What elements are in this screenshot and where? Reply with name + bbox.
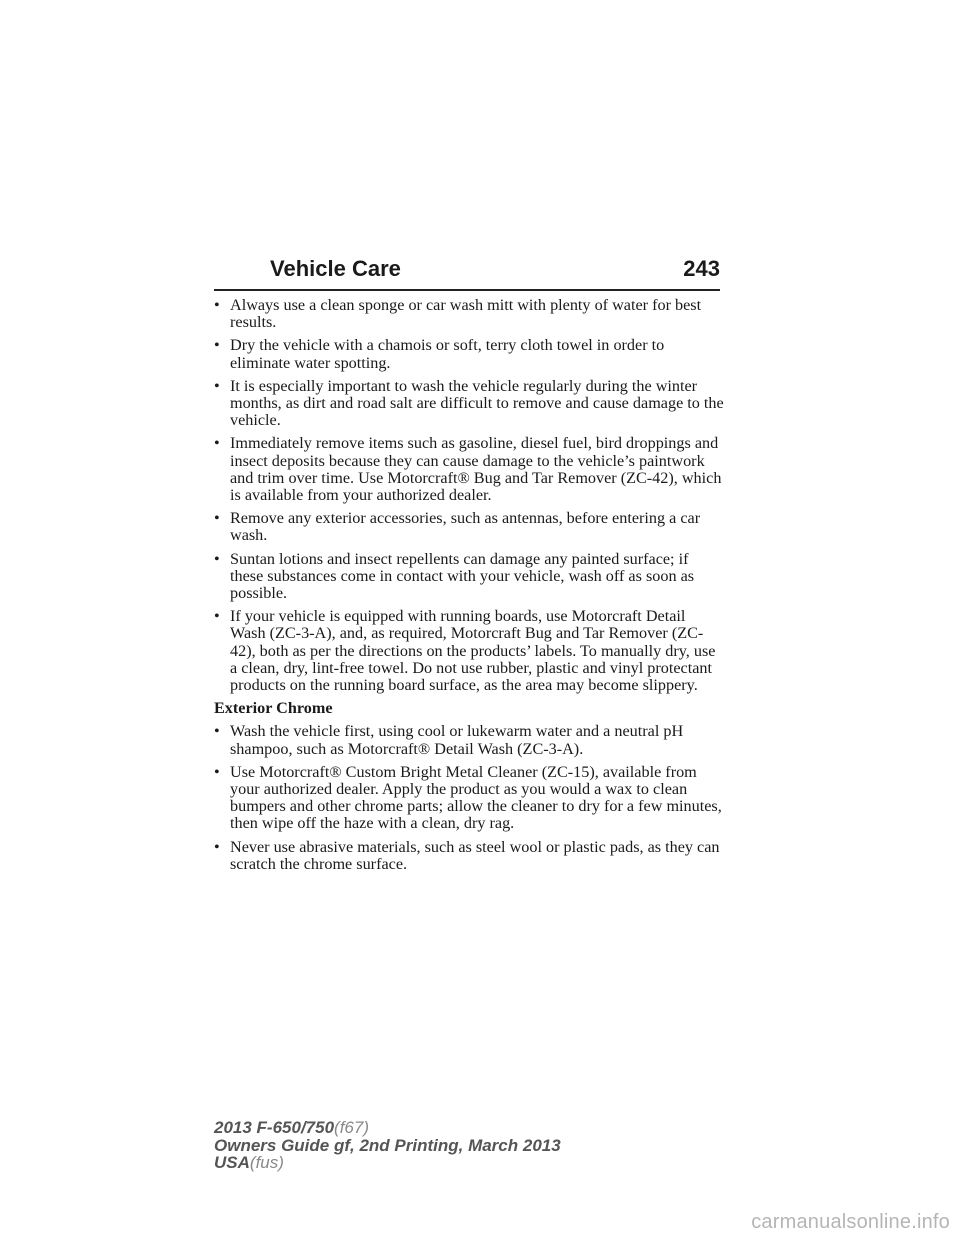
bullet-dot-icon: • (214, 376, 220, 395)
bullet-item (214, 435, 724, 504)
footer-model: 2013 F-650/750 (214, 1118, 335, 1137)
bullet-text: Always use a clean sponge or car wash mitt with plenty of water for best results. (230, 296, 702, 332)
bullet-text: Suntan lotions and insect repellents can damage any painted surface; if these substances come in contact with your vehicle, wash off as soon as possible. (230, 549, 695, 603)
bullet-text: Dry the vehicle with a chamois or soft, terry cloth towel in order to eliminate water spotting. (230, 336, 665, 372)
bullet-item (214, 337, 724, 371)
bullet-item (214, 510, 724, 544)
footer-guide-info: Owners Guide gf, 2nd Printing, March 2013 (214, 1135, 561, 1155)
bullet-item (214, 723, 724, 757)
bullet-dot-icon: • (214, 509, 220, 528)
bullet-dot-icon: • (214, 607, 220, 626)
bullet-item (214, 551, 724, 603)
exterior-chrome-heading: Exterior Chrome (214, 699, 333, 718)
bullet-text: Wash the vehicle first, using cool or lukewarm water and a neutral pH shampoo, such as Motorcraft® Detail Wash (ZC-3-A). (230, 722, 684, 758)
footer-model-code: (f67) (334, 1118, 370, 1137)
bullet-dot-icon: • (214, 722, 220, 741)
page-body (214, 297, 724, 879)
bullet-item (214, 608, 724, 694)
bullet-item (214, 839, 724, 873)
section-title: Vehicle Care (270, 256, 401, 281)
page-header (214, 254, 720, 294)
bullet-dot-icon: • (214, 762, 220, 781)
bullet-text: Never use abrasive materials, such as steel wool or plastic pads, as they can scratch the chrome surface. (230, 837, 720, 873)
bullet-item (214, 297, 724, 331)
bullet-text: It is especially important to wash the vehicle regularly during the winter months, as dirt and road salt are difficult to remove and cause damage to the vehicle. (230, 376, 724, 430)
bullet-dot-icon: • (214, 549, 220, 568)
bullet-dot-icon: • (214, 837, 220, 856)
bullet-text: Remove any exterior accessories, such as antennas, before entering a car wash. (230, 509, 701, 545)
exterior-chrome-list (214, 723, 724, 873)
bullet-dot-icon: • (214, 434, 220, 453)
bullet-item (214, 764, 724, 833)
footer-market-code: (fus) (249, 1153, 284, 1172)
bullet-dot-icon: • (214, 336, 220, 355)
page-footer (214, 1119, 561, 1172)
bullet-item (214, 378, 724, 430)
general-care-list (214, 297, 724, 694)
bullet-text: If your vehicle is equipped with running boards, use Motorcraft Detail Wash (ZC-3-A), and, as required, Motorcraft Bug and Tar Remover (ZC-42), both as per the directions on the products’ labels. To manually dry, use a clean, dry, lint-free towel. Do not use rubber, plastic and vinyl protectant products on the running board surface, as the area may become slippery. (230, 607, 716, 695)
bullet-text: Immediately remove items such as gasoline, diesel fuel, bird droppings and insect deposits because they can cause damage to the vehicle’s paintwork and trim over time. Use Motorcraft® Bug and Tar Remover (ZC-42), which is available from your authorized dealer. (230, 434, 722, 505)
page-number: 243 (683, 256, 720, 281)
header-divider (214, 289, 720, 291)
watermark-logo: carmanualsonline.info (751, 1211, 950, 1233)
bullet-dot-icon: • (214, 296, 220, 314)
footer-market: USA (214, 1153, 250, 1172)
bullet-text: Use Motorcraft® Custom Bright Metal Cleaner (ZC-15), available from your authorized dealer. Apply the product as you would a wax to clean bumpers and other chrome parts; allow the cleaner to dry for a few minutes, then wipe off the haze with a clean, dry rag. (230, 762, 722, 833)
